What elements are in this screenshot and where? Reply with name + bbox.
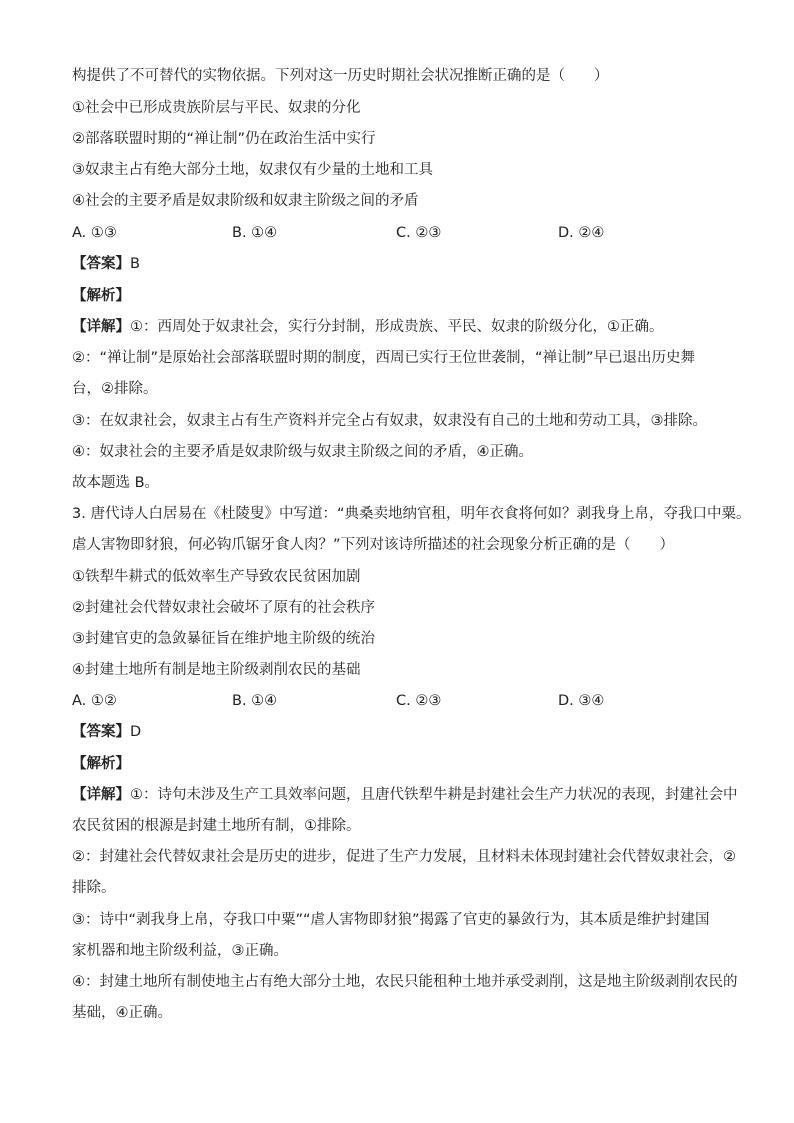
q2-item-3: ③奴隶主占有绝大部分土地，奴隶仅有少量的土地和工具 <box>72 162 433 178</box>
q2-option-c: C. ②③ <box>396 225 442 241</box>
q3-explain-7: ④：封建土地所有制使地主占有绝大部分土地，农民只能租种土地并承受剥削，这是地主阶级剥削农民的 <box>72 974 738 990</box>
q2-item-1: ①社会中已形成贵族阶层与平民、奴隶的分化 <box>72 100 361 116</box>
answer-value: B <box>130 256 140 272</box>
explain-text: ①：诗句未涉及生产工具效率问题，且唐代铁犁牛耕是封建社会生产力状况的表现，封建社会中 <box>130 787 738 803</box>
q3-option-c: C. ②③ <box>396 693 442 709</box>
q2-explain-4: ③：在奴隶社会，奴隶主占有生产资料并完全占有奴隶，奴隶没有自己的土地和劳动工具，③排除。 <box>72 413 707 429</box>
q3-stem-1: 3. 唐代诗人白居易在《杜陵叟》中写道：“典桑卖地纳官租，明年衣食将何如？剥我身上帛，夺我口中粟。 <box>72 506 751 522</box>
answer-label: 【答案】 <box>72 724 130 740</box>
analysis-heading: 【解析】 <box>72 288 130 304</box>
q3-explain-6: 家机器和地主阶级利益，③正确。 <box>72 943 288 959</box>
detail-label: 【详解】 <box>72 319 130 335</box>
q3-explain-1 <box>72 785 738 805</box>
q3-option-b: B. ①④ <box>232 693 278 709</box>
q2-explain-2: ②：“禅让制”是原始社会部落联盟时期的制度，西周已实行王位世袭制，“禅让制”早已退出历史舞 <box>72 350 696 366</box>
q2-stem-tail: 构提供了不可替代的实物依据。下列对这一历史时期社会状况推断正确的是（ ） <box>72 68 609 84</box>
q3-item-4: ④封建土地所有制是地主阶级剥削农民的基础 <box>72 662 361 678</box>
q2-item-4: ④社会的主要矛盾是奴隶阶级和奴隶主阶级之间的矛盾 <box>72 193 419 209</box>
q2-explain-3: 台，②排除。 <box>72 381 158 397</box>
analysis-heading: 【解析】 <box>72 756 130 772</box>
answer-label: 【答案】 <box>72 256 130 272</box>
q3-explain-8: 基础，④正确。 <box>72 1005 172 1021</box>
q2-explain-5: ④：奴隶社会的主要矛盾是奴隶阶级与奴隶主阶级之间的矛盾，④正确。 <box>72 444 533 460</box>
q2-explain-1 <box>72 317 664 337</box>
detail-label: 【详解】 <box>72 787 130 803</box>
answer-value: D <box>130 724 142 740</box>
q3-explain-3: ②：封建社会代替奴隶社会是历史的进步，促进了生产力发展，且材料未体现封建社会代替奴隶社会，② <box>72 849 736 865</box>
q3-explain-2: 农民贫困的根源是封建土地所有制，①排除。 <box>72 818 361 834</box>
q3-explain-4: 排除。 <box>72 880 116 896</box>
q3-item-2: ②封建社会代替奴隶社会破坏了原有的社会秩序 <box>72 600 375 616</box>
q2-option-a: A. ①③ <box>72 225 117 241</box>
q2-item-2: ②部落联盟时期的“禅让制”仍在政治生活中实行 <box>72 131 376 147</box>
q3-item-1: ①铁犁牛耕式的低效率生产导致农民贫困加剧 <box>72 569 361 585</box>
q3-option-d: D. ③④ <box>558 693 605 709</box>
explain-text: ①：西周处于奴隶社会，实行分封制，形成贵族、平民、奴隶的阶级分化，①正确。 <box>130 319 664 335</box>
q3-item-3: ③封建官吏的急敛暴征旨在维护地主阶级的统治 <box>72 631 375 647</box>
q3-answer-line <box>72 722 141 742</box>
q3-stem-2: 虐人害物即豺狼，何必钩爪锯牙食人肉？”下列对该诗所描述的社会现象分析正确的是（ ） <box>72 537 675 553</box>
q2-explain-6: 故本题选 B。 <box>72 475 160 491</box>
q3-option-a: A. ①② <box>72 693 117 709</box>
q2-option-b: B. ①④ <box>232 225 278 241</box>
q3-explain-5: ③：诗中“剥我身上帛，夺我口中粟”“虐人害物即豺狼”揭露了官吏的暴敛行为，其本质是维护封建国 <box>72 912 710 928</box>
q2-option-d: D. ②④ <box>558 225 605 241</box>
q2-answer-line <box>72 254 140 274</box>
